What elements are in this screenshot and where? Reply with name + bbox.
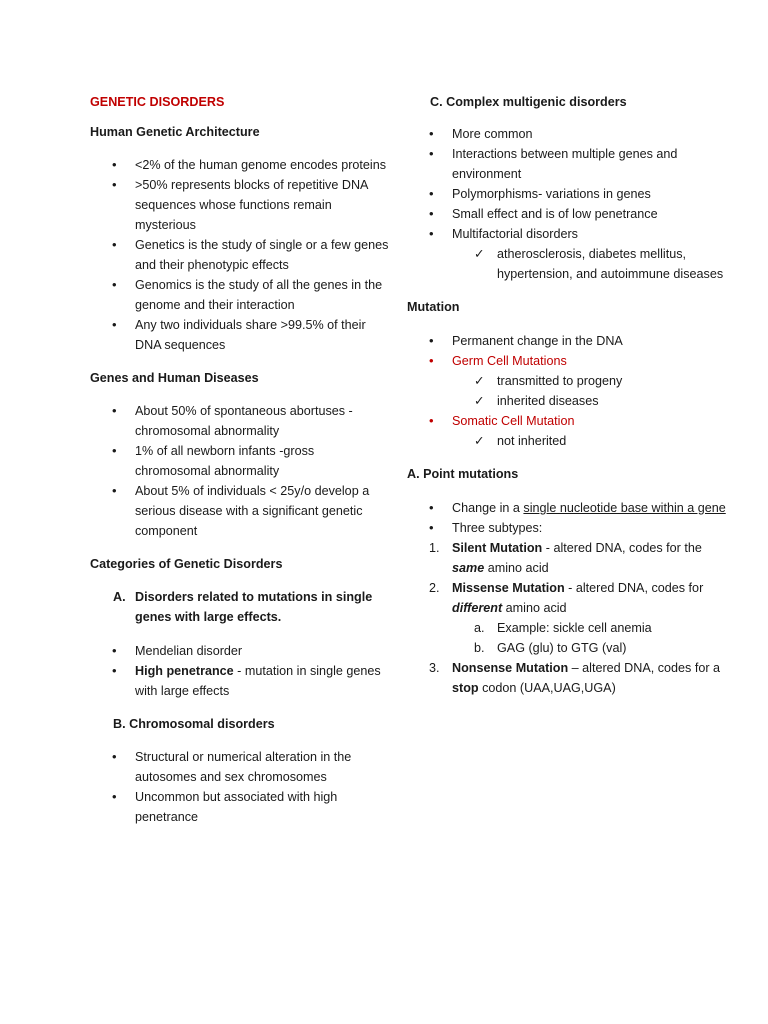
list-item: • Small effect and is of low penetrance <box>407 204 737 224</box>
term-bold: Silent Mutation <box>452 541 543 555</box>
item-number: 1. <box>429 541 440 555</box>
term-bold: Missense Mutation <box>452 581 565 595</box>
term-bold: High penetrance <box>135 664 234 678</box>
complex-list <box>407 124 737 284</box>
lettered-item: b. GAG (glu) to GTG (val) <box>452 638 737 658</box>
numbered-item-missense: 2. Missense Mutation - altered DNA, codes for different amino acid a. Example: sickle cell anemia b. GAG (glu) to GTG (val) <box>407 578 737 658</box>
bullet-icon: • <box>112 443 117 458</box>
check-icon: ✓ <box>474 374 485 388</box>
diseases-list <box>90 401 390 541</box>
item-letter: a. <box>474 621 485 635</box>
bullet-icon: • <box>112 789 117 804</box>
bullet-icon: • <box>429 413 434 428</box>
bullet-icon: • <box>112 643 117 658</box>
list-item: • Uncommon but associated with high penetrance <box>112 789 338 824</box>
bullet-icon: • <box>112 157 117 172</box>
bullet-icon: • <box>112 403 117 418</box>
bullet-icon: • <box>429 333 434 348</box>
term-bold: Nonsense Mutation <box>452 661 569 675</box>
architecture-list <box>90 155 390 355</box>
list-item-somatic: • Somatic Cell Mutation ✓ not inherited <box>407 411 737 451</box>
check-item: ✓ inherited diseases <box>452 391 737 411</box>
lettered-list <box>452 618 737 658</box>
bullet-icon: • <box>429 353 434 368</box>
bullet-icon: • <box>112 317 117 332</box>
bullet-icon: • <box>112 237 117 252</box>
check-item: ✓ atherosclerosis, diabetes mellitus, hypertension, and autoimmune diseases <box>452 244 737 284</box>
check-list <box>452 371 737 411</box>
bullet-icon: • <box>112 663 117 678</box>
list-item: • More common <box>407 124 737 144</box>
bullet-icon: • <box>112 177 117 192</box>
list-item: • Polymorphisms- variations in genes <box>407 184 737 204</box>
list-item: • Change in a single nucleotide base within a gene <box>407 498 737 518</box>
section-heading-mutation: Mutation <box>407 300 460 314</box>
list-item: • Permanent change in the DNA <box>407 331 737 351</box>
bullet-icon: • <box>429 520 434 535</box>
bullet-icon: • <box>429 500 434 515</box>
bullet-icon: • <box>429 126 434 141</box>
list-item: • Genetics is the study of single or a few genes and their phenotypic effects <box>112 237 389 272</box>
point-mutation-list <box>407 498 737 538</box>
term-bold-stop: stop <box>452 681 479 695</box>
subtype-list <box>407 538 737 698</box>
subsection-heading-b: B. Chromosomal disorders <box>113 717 275 731</box>
section-heading-categories: Categories of Genetic Disorders <box>90 557 283 571</box>
section-heading-diseases: Genes and Human Diseases <box>90 371 259 385</box>
check-list <box>452 244 737 284</box>
list-item: • About 50% of spontaneous abortuses - chromosomal abnormality <box>112 403 353 438</box>
check-icon: ✓ <box>474 394 485 408</box>
subsection-letter: A. <box>113 590 126 604</box>
emphasis-text: different <box>452 601 503 615</box>
left-column <box>90 92 390 840</box>
subsection-heading-a <box>113 587 390 627</box>
list-item: • About 5% of individuals < 25y/o develop a serious disease with a significant genetic component <box>112 483 370 538</box>
list-item: • Genomics is the study of all the genes in the genome and their interaction <box>112 277 383 312</box>
emphasis-text: same <box>452 561 485 575</box>
right-column <box>407 92 737 698</box>
bullet-icon: • <box>429 206 434 221</box>
check-icon: ✓ <box>474 247 485 261</box>
lettered-item: a. Example: sickle cell anemia <box>452 618 737 638</box>
section-heading-architecture: Human Genetic Architecture <box>90 125 260 139</box>
numbered-item-silent: 1. Silent Mutation - altered DNA, codes for the same amino acid <box>407 538 737 578</box>
chromosomal-list <box>90 747 390 827</box>
list-item: • 1% of all newborn infants -gross chromosomal abnormality <box>112 443 315 478</box>
item-number: 3. <box>429 661 440 675</box>
item-letter: b. <box>474 641 485 655</box>
list-item: • Any two individuals share >99.5% of their DNA sequences <box>112 317 366 352</box>
bullet-icon: • <box>429 226 434 241</box>
numbered-item-nonsense: 3. Nonsense Mutation – altered DNA, codes for a stop codon (UAA,UAG,UGA) <box>407 658 737 698</box>
check-icon: ✓ <box>474 434 485 448</box>
underlined-text: single nucleotide base within a gene <box>523 501 726 515</box>
section-heading-complex: C. Complex multigenic disorders <box>430 95 627 109</box>
list-item: • Multifactorial disorders ✓ atherosclerosis, diabetes mellitus, hypertension, and autoimmune diseases <box>407 224 737 284</box>
bullet-icon: • <box>112 277 117 292</box>
check-list <box>452 431 737 451</box>
bullet-icon: • <box>429 186 434 201</box>
check-item: ✓ not inherited <box>452 431 737 451</box>
list-item-germ: • Germ Cell Mutations ✓ transmitted to progeny ✓ inherited diseases <box>407 351 737 411</box>
subsection-title: Disorders related to mutations in single genes with large effects. <box>135 590 373 624</box>
bullet-icon: • <box>429 146 434 161</box>
check-item: ✓ transmitted to progeny <box>452 371 737 391</box>
list-item: • <2% of the human genome encodes proteins <box>90 155 390 175</box>
bullet-icon: • <box>112 483 117 498</box>
document-title: GENETIC DISORDERS <box>90 95 225 109</box>
list-item: • Mendelian disorder <box>90 641 390 661</box>
list-item: • Structural or numerical alteration in the autosomes and sex chromosomes <box>112 749 352 784</box>
bullet-icon: • <box>112 749 117 764</box>
item-number: 2. <box>429 581 440 595</box>
list-item: • >50% represents blocks of repetitive DNA sequences whose functions remain mysterious <box>112 177 368 232</box>
list-item: • Interactions between multiple genes and environment <box>429 146 678 181</box>
list-item: • Three subtypes: <box>407 518 737 538</box>
list-item: • High penetrance - mutation in single genes with large effects <box>112 663 381 698</box>
mutation-list <box>407 331 737 451</box>
single-gene-list <box>90 641 390 701</box>
section-heading-point-mutations: A. Point mutations <box>407 467 519 481</box>
